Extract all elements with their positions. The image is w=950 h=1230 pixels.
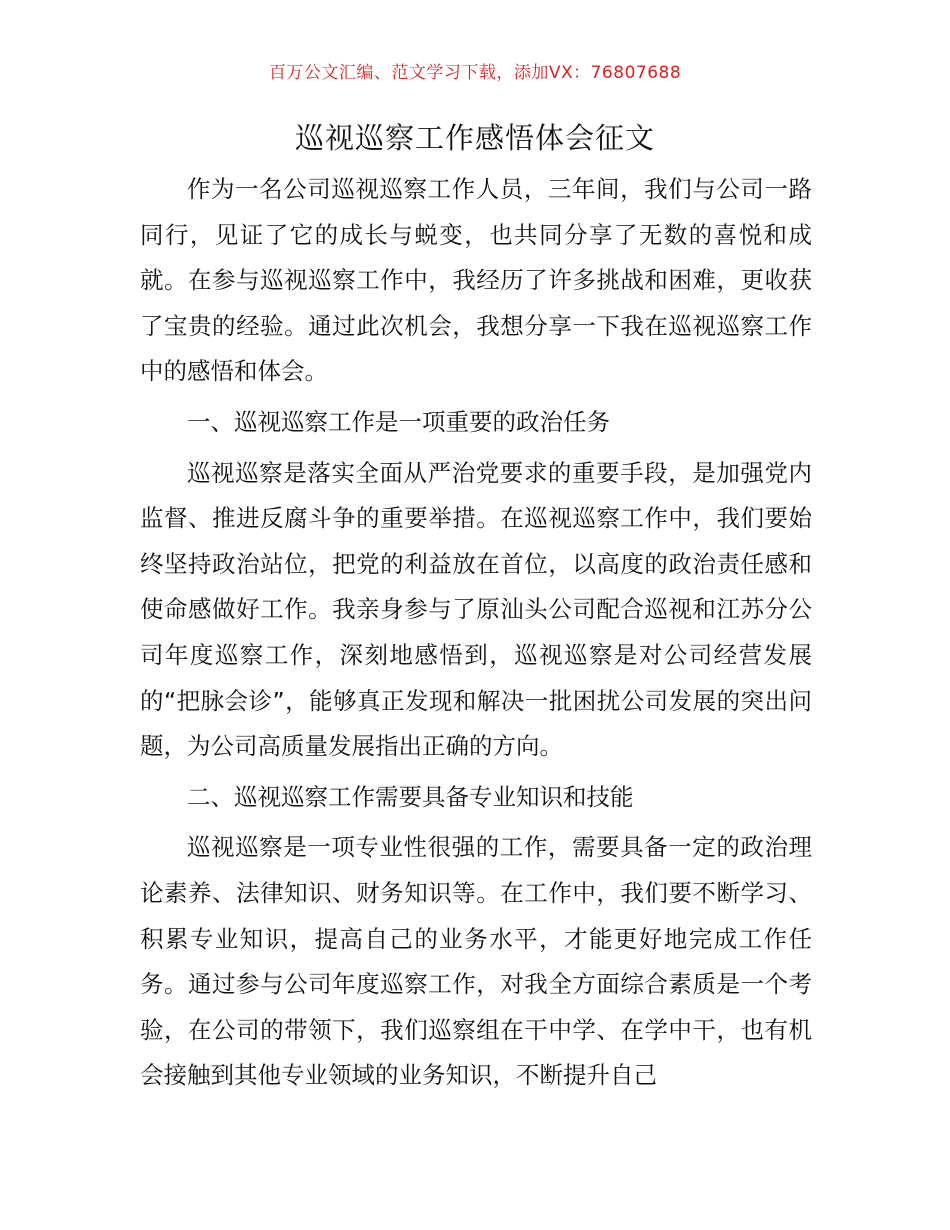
- section-heading-2: 二、巡视巡察工作需要具备专业知识和技能: [187, 782, 634, 811]
- paragraph-intro: 作为一名公司巡视巡察工作人员，三年间，我们与公司一路同行，见证了它的成长与蜕变，也共同分享了无数的喜悦和成就。在参与巡视巡察工作中，我经历了许多挑战和困难，更收获了宝贵的经验。通过此次机会，我想分享一下我在巡视巡察工作中的感悟和体会。: [140, 175, 812, 386]
- document-body: [140, 167, 812, 1099]
- header-ad-note: 百万公文汇编、范文学习下载，添加VX：76807688: [268, 63, 682, 83]
- section-heading-1: 一、巡视巡察工作是一项重要的政治任务: [187, 407, 610, 436]
- document-title: 巡视巡察工作感悟体会征文: [294, 121, 655, 155]
- paragraph-section-2: 巡视巡察是一项专业性很强的工作，需要具备一定的政治理论素养、法律知识、财务知识等。在工作中，我们要不断学习、积累专业知识，提高自己的业务水平，才能更好地完成工作任务。通过参与公司年度巡察工作，对我全方面综合素质是一个考验，在公司的带领下，我们巡察组在干中学、在学中干，也有机会接触到其他专业领域的业务知识，不断提升自己: [140, 833, 812, 1090]
- paragraph-section-1: 巡视巡察是落实全面从严治党要求的重要手段，是加强党内监督、推进反腐斗争的重要举措。在巡视巡察工作中，我们要始终坚持政治站位，把党的利益放在首位，以高度的政治责任感和使命感做好工作。我亲身参与了原汕头公司配合巡视和江苏分公司年度巡察工作，深刻地感悟到，巡视巡察是对公司经营发展的“把脉会诊”，能够真正发现和解决一批困扰公司发展的突出问题，为公司高质量发展指出正确的方向。: [140, 458, 812, 761]
